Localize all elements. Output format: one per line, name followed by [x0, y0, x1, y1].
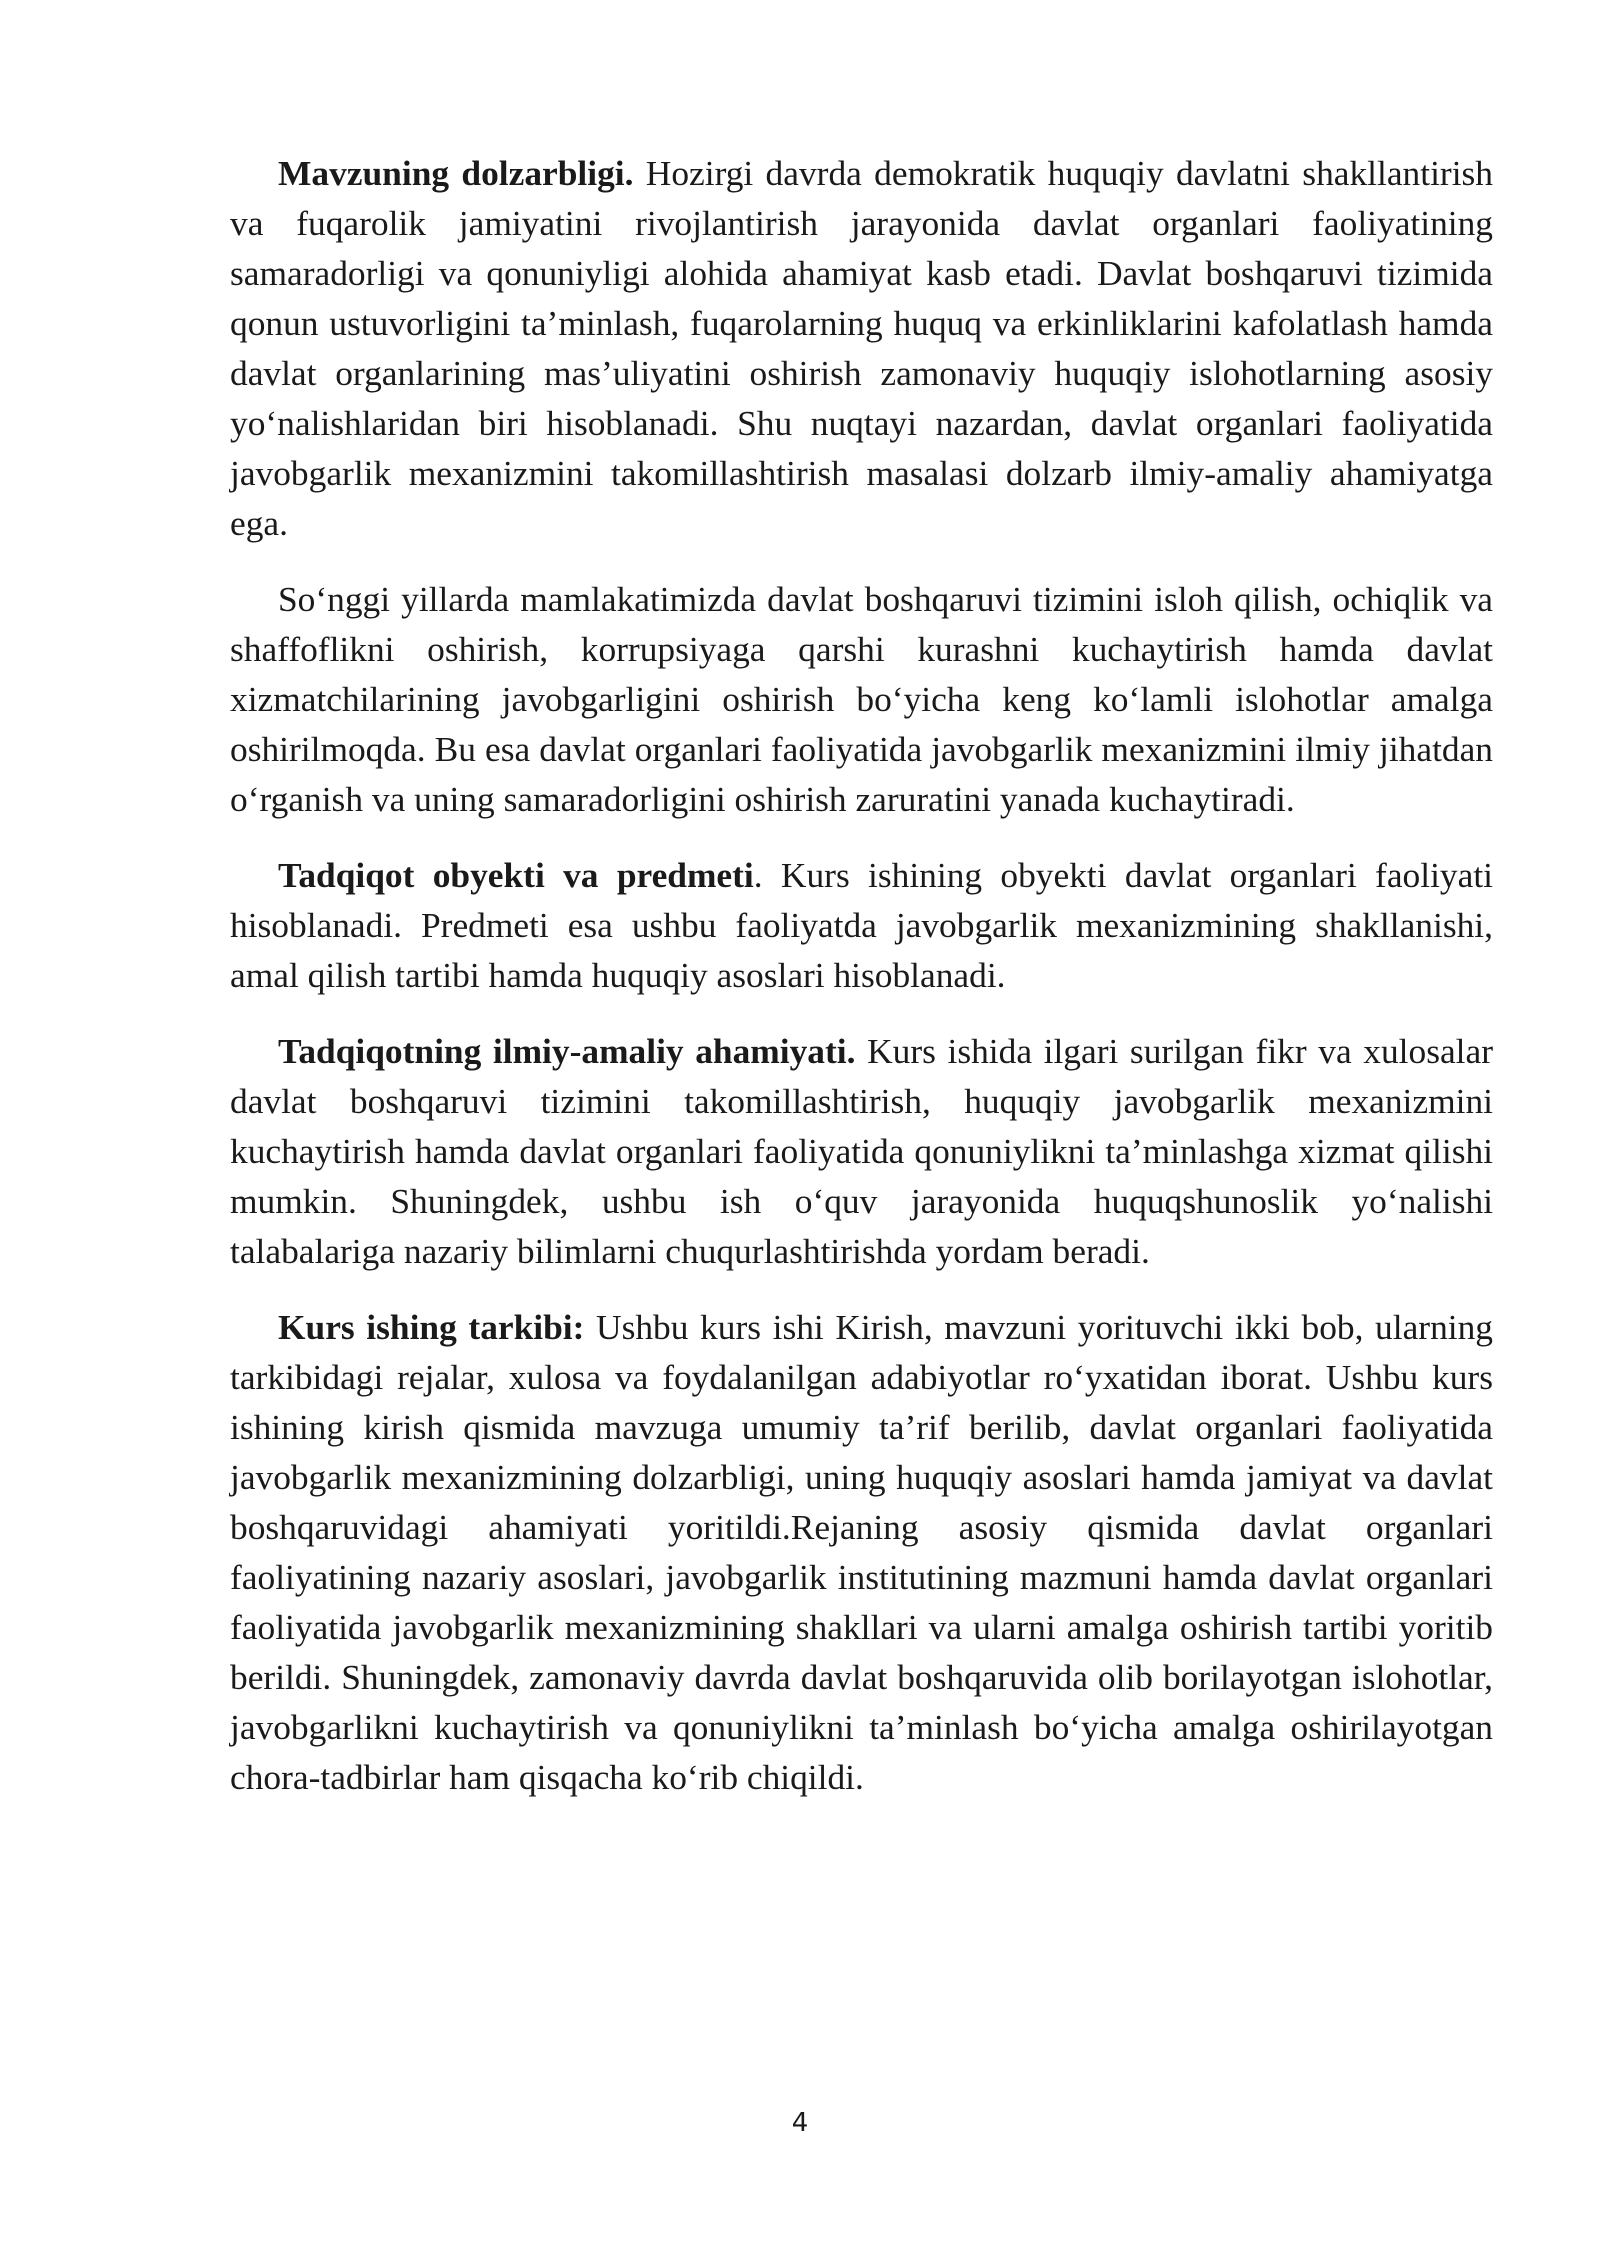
paragraph-text: . Kurs ishining obyekti davlat organlari faoliyati hisoblanadi. Predmeti esa ushbu faoliyatda javobgarlik mexanizmining shakllanishi, amal qilish tartibi hamda huquqiy asoslari hisoblanadi. — [230, 855, 1493, 995]
paragraph-heading: Tadqiqotning ilmiy-amaliy ahamiyati. — [278, 1031, 856, 1071]
paragraph-reforms — [230, 574, 1493, 824]
paragraph-heading: Mavzuning dolzarbligi. — [278, 153, 634, 193]
paragraph-text: Hozirgi davrda demokratik huquqiy davlatni shakllantirish va fuqarolik jamiyatini rivojlantirish jarayonida davlat organlari faoliyatining samaradorligi va qonuniyligi alohida ahamiyat kasb etadi. Davlat boshqaruvi tizimida qonun ustuvorligini ta’minlash, fuqarolarning huquq va erkinliklarini kafolatlash hamda davlat organlarining mas’uliyatini oshirish zamonaviy huquqiy islohotlarning asosiy yo‘nalishlaridan biri hisoblanadi. Shu nuqtayi nazardan, davlat organlari faoliyatida javobgarlik mexanizmini takomillashtirish masalasi dolzarb ilmiy-amaliy ahamiyatga ega. — [230, 153, 1493, 543]
page-body — [230, 148, 1493, 1828]
paragraph-object-subject — [230, 850, 1493, 1000]
paragraph-heading: Tadqiqot obyekti va predmeti — [278, 855, 754, 895]
paragraph-text: So‘nggi yillarda mamlakatimizda davlat boshqaruvi tizimini isloh qilish, ochiqlik va shaffoflikni oshirish, korrupsiyaga qarshi kurashni kuchaytirish hamda davlat xizmatchilarining javobgarligini oshirish bo‘yicha keng ko‘lamli islohotlar amalga oshirilmoqda. Bu esa davlat organlari faoliyatida javobgarlik mexanizmini ilmiy jihatdan o‘rganish va uning samaradorligini oshirish zaruratini yanada kuchaytiradi. — [230, 579, 1493, 819]
paragraph-significance — [230, 1026, 1493, 1276]
paragraph-text: Kurs ishida ilgari surilgan fikr va xulosalar davlat boshqaruvi tizimini takomillashtirish, huquqiy javobgarlik mexanizmini kuchaytirish hamda davlat organlari faoliyatida qonuniylikni ta’minlashga xizmat qilishi mumkin. Shuningdek, ushbu ish o‘quv jarayonida huquqshunoslik yo‘nalishi talabalariga nazariy bilimlarni chuqurlashtirishda yordam beradi. — [230, 1031, 1494, 1271]
paragraph-text: Ushbu kurs ishi Kirish, mavzuni yorituvchi ikki bob, ularning tarkibidagi rejalar, xulosa va foydalanilgan adabiyotlar ro‘yxatidan iborat. Ushbu kurs ishining kirish qismida mavzuga umumiy ta’rif berilib, davlat organlari faoliyatida javobgarlik mexanizmining dolzarbligi, uning huquqiy asoslari hamda jamiyat va davlat boshqaruvidagi ahamiyati yoritildi.Rejaning asosiy qismida davlat organlari faoliyatining nazariy asoslari, javobgarlik institutining mazmuni hamda davlat organlari faoliyatida javobgarlik mexanizmining shakllari va ularni amalga oshirish tartibi yoritib berildi. Shuningdek, zamonaviy davrda davlat boshqaruvida olib borilayotgan islohotlar, javobgarlikni kuchaytirish va qonuniylikni ta’minlash bo‘yicha amalga oshirilayotgan chora-tadbirlar ham qisqacha ko‘rib chiqildi. — [230, 1307, 1493, 1797]
page-number: 4 — [791, 2108, 809, 2138]
paragraph-structure — [230, 1302, 1493, 1802]
paragraph-heading: Kurs ishing tarkibi: — [278, 1307, 585, 1347]
paragraph-relevance — [230, 148, 1493, 548]
